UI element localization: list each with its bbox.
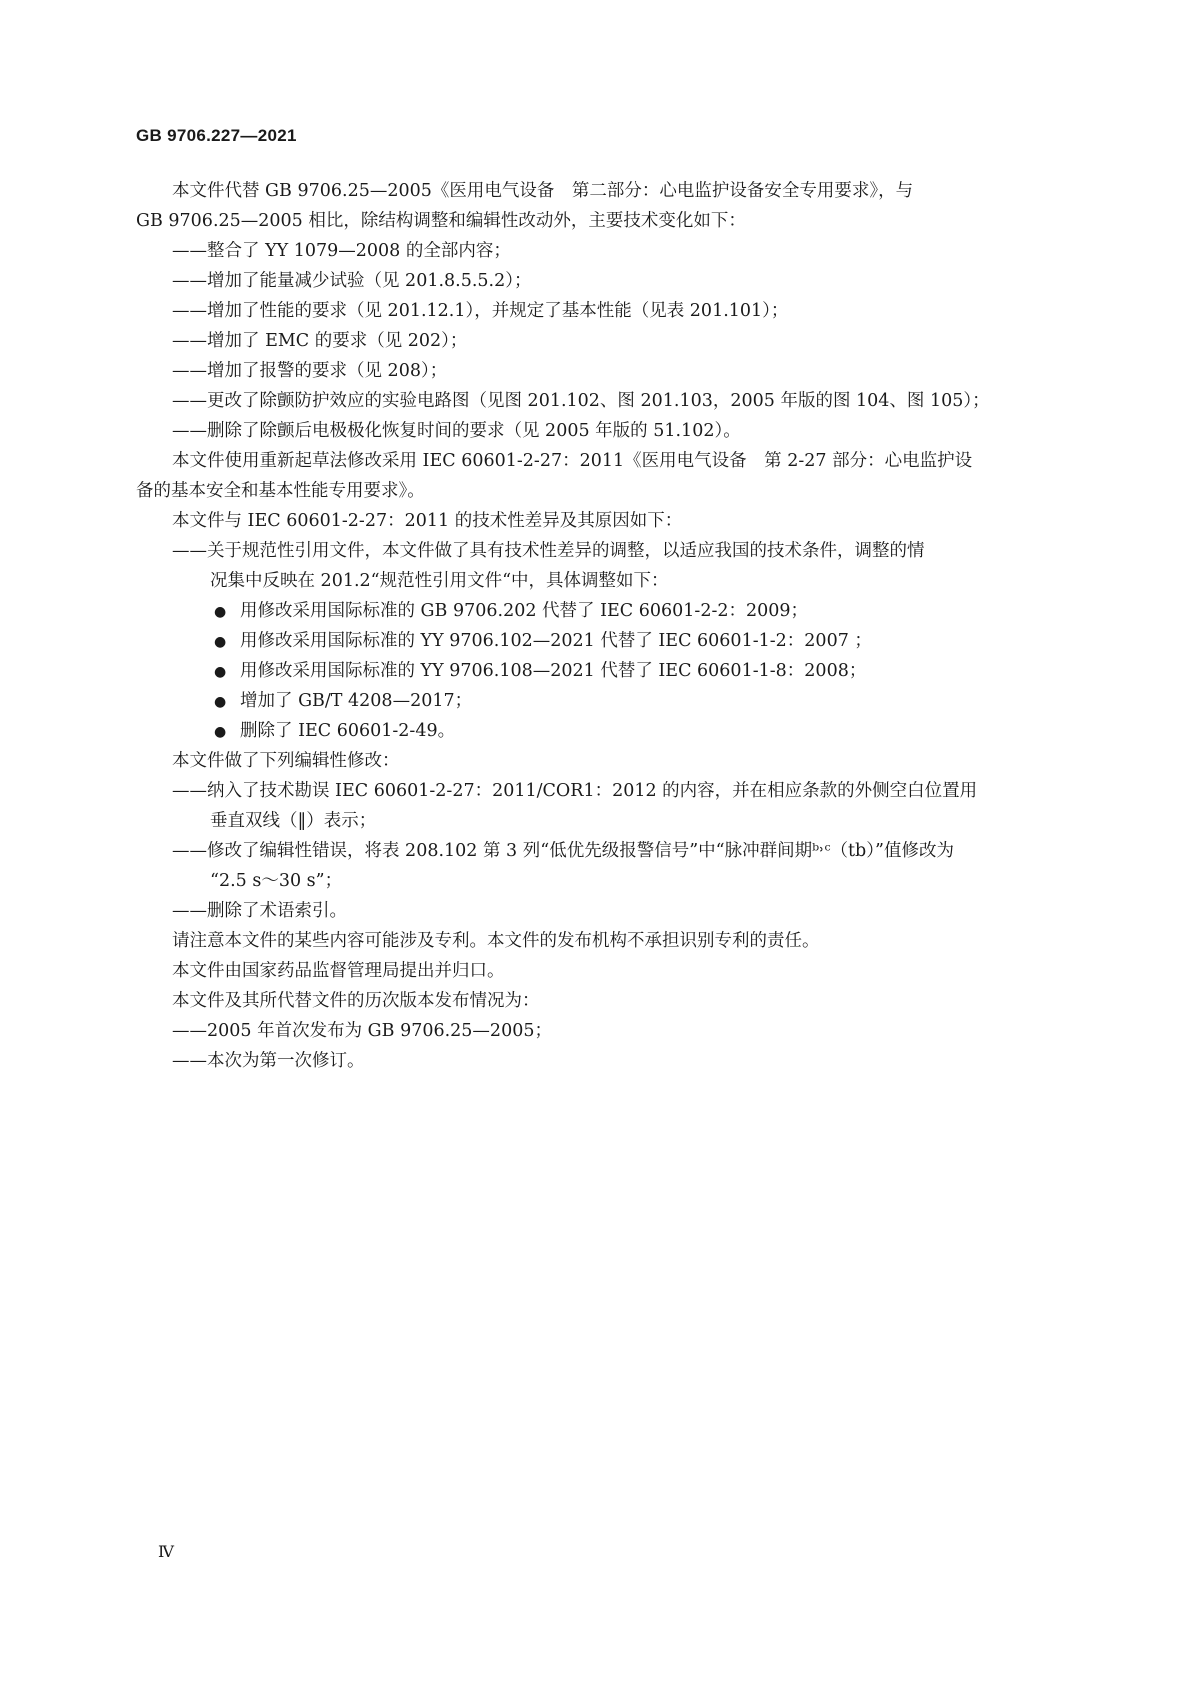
text-line (136, 566, 1059, 596)
text-line (136, 926, 1059, 956)
bullet-icon: ● (214, 664, 227, 680)
text-line (136, 956, 1059, 986)
line-text: 用修改采用国际标准的 GB 9706.202 代替了 IEC 60601-2-2：2009； (240, 601, 809, 621)
line-text: 用修改采用国际标准的 YY 9706.102—2021 代替了 IEC 60601-1-2：2007 ； (240, 631, 872, 651)
text-line (136, 776, 1059, 806)
document-code: GB 9706.227—2021 (136, 126, 297, 145)
text-line (136, 356, 1059, 386)
line-text: 用修改采用国际标准的 YY 9706.108—2021 代替了 IEC 60601-1-8：2008； (240, 661, 867, 681)
bullet-item (136, 656, 1059, 686)
line-text: ——2005 年首次发布为 GB 9706.25—2005； (172, 1021, 552, 1041)
page-number: Ⅳ (158, 1542, 174, 1561)
text-line (136, 386, 1059, 416)
text-line (136, 896, 1059, 926)
line-text: 删除了 IEC 60601-2-49。 (240, 721, 456, 741)
line-text: 本文件及其所代替文件的历次版本发布情况为： (172, 991, 540, 1011)
text-line (136, 236, 1059, 266)
line-text: “2.5 s～30 s”； (210, 871, 343, 891)
bullet-item (136, 596, 1059, 626)
line-text: ——增加了报警的要求（见 208）； (172, 361, 448, 381)
line-text: ——关于规范性引用文件，本文件做了具有技术性差异的调整，以适应我国的技术条件，调整的情 (172, 541, 925, 561)
text-line (136, 506, 1059, 536)
bullet-item (136, 686, 1059, 716)
text-line (136, 866, 1059, 896)
text-line (136, 1046, 1059, 1076)
text-line (136, 836, 1059, 866)
text-line (136, 446, 1059, 476)
line-text: ——本次为第一次修订。 (172, 1051, 365, 1071)
line-text: ——修改了编辑性错误，将表 208.102 第 3 列“低优先级报警信号”中“脉冲群间期ᵇ˒ᶜ（tb）”值修改为 (172, 841, 954, 861)
text-line (136, 986, 1059, 1016)
text-line (136, 536, 1059, 566)
document-body (136, 176, 1059, 1076)
line-text: GB 9706.25—2005 相比，除结构调整和编辑性改动外，主要技术变化如下： (136, 211, 746, 231)
bullet-icon: ● (214, 604, 227, 620)
text-line (136, 416, 1059, 446)
line-text: 备的基本安全和基本性能专用要求》。 (136, 481, 425, 501)
line-text: 垂直双线（‖）表示； (210, 811, 377, 831)
text-line (136, 326, 1059, 356)
bullet-item (136, 716, 1059, 746)
line-text: ——增加了性能的要求（见 201.12.1），并规定了基本性能（见表 201.101）； (172, 301, 789, 321)
text-line (136, 746, 1059, 776)
bullet-icon: ● (214, 634, 227, 650)
text-line (136, 1016, 1059, 1046)
line-text: 本文件由国家药品监督管理局提出并归口。 (172, 961, 505, 981)
line-text: 本文件做了下列编辑性修改： (172, 751, 400, 771)
line-text: ——删除了除颤后电极极化恢复时间的要求（见 2005 年版的 51.102）。 (172, 421, 741, 441)
line-text: 本文件使用重新起草法修改采用 IEC 60601-2-27：2011《医用电气设备 第 2-27 部分：心电监护设 (172, 451, 973, 471)
text-line (136, 176, 1059, 206)
line-text: ——纳入了技术勘误 IEC 60601-2-27：2011/COR1：2012 的内容，并在相应条款的外侧空白位置用 (172, 781, 978, 801)
text-line (136, 806, 1059, 836)
line-text: 增加了 GB/T 4208—2017； (240, 691, 473, 711)
line-text: 况集中反映在 201.2“规范性引用文件“中，具体调整如下： (210, 571, 669, 591)
bullet-icon: ● (214, 724, 227, 740)
text-line (136, 296, 1059, 326)
line-text: ——更改了除颤防护效应的实验电路图（见图 201.102、图 201.103，2005 年版的图 104、图 105）； (172, 391, 990, 411)
line-text: ——整合了 YY 1079—2008 的全部内容； (172, 241, 511, 261)
text-line (136, 266, 1059, 296)
text-line (136, 206, 1059, 236)
line-text: ——删除了术语索引。 (172, 901, 347, 921)
bullet-icon: ● (214, 694, 227, 710)
line-text: 本文件与 IEC 60601-2-27：2011 的技术性差异及其原因如下： (172, 511, 683, 531)
line-text: ——增加了 EMC 的要求（见 202）； (172, 331, 468, 351)
line-text: 请注意本文件的某些内容可能涉及专利。本文件的发布机构不承担识别专利的责任。 (172, 931, 820, 951)
bullet-item (136, 626, 1059, 656)
line-text: 本文件代替 GB 9706.25—2005《医用电气设备 第二部分：心电监护设备安全专用要求》，与 (172, 181, 914, 201)
text-line (136, 476, 1059, 506)
line-text: ——增加了能量减少试验（见 201.8.5.5.2）； (172, 271, 532, 291)
